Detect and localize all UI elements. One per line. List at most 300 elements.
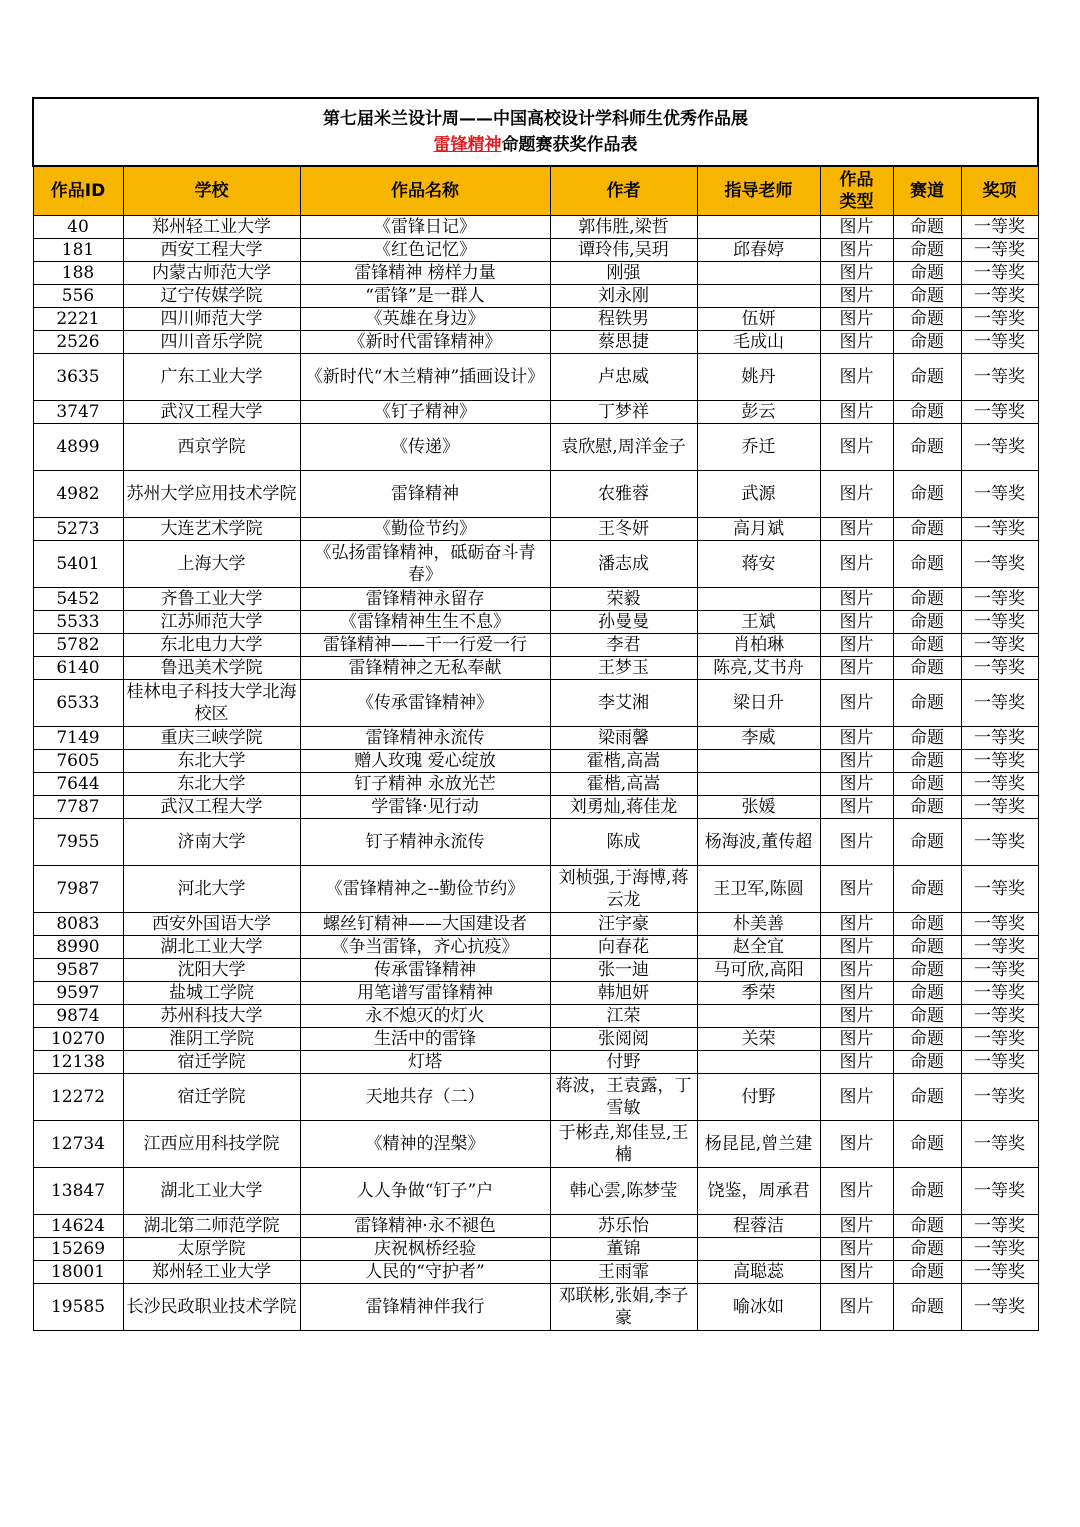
- cell-award: 一等奖: [961, 936, 1038, 959]
- table-row: [33, 959, 1038, 982]
- cell-track: 命题: [893, 819, 961, 866]
- table-row: [33, 401, 1038, 424]
- table-row: [33, 262, 1038, 285]
- cell-school: 广东工业大学: [123, 354, 300, 401]
- cell-school: 湖北工业大学: [123, 1168, 300, 1215]
- cell-track: 命题: [893, 1074, 961, 1121]
- table-row: [33, 1284, 1038, 1331]
- cell-work-type: 图片: [820, 611, 893, 634]
- header-id: 作品ID: [33, 166, 123, 216]
- cell-award: 一等奖: [961, 727, 1038, 750]
- cell-author: 苏乐怡: [550, 1215, 697, 1238]
- cell-id: 19585: [33, 1284, 123, 1331]
- cell-id: 3635: [33, 354, 123, 401]
- cell-school: 四川音乐学院: [123, 331, 300, 354]
- cell-work-type: 图片: [820, 657, 893, 680]
- title-line-1: 第七届米兰设计周——中国高校设计学科师生优秀作品展: [323, 109, 748, 129]
- cell-id: 7149: [33, 727, 123, 750]
- cell-work-type: 图片: [820, 285, 893, 308]
- cell-work-type: 图片: [820, 750, 893, 773]
- cell-author: 付野: [550, 1051, 697, 1074]
- cell-work-type: 图片: [820, 1051, 893, 1074]
- cell-work-type: 图片: [820, 680, 893, 727]
- cell-track: 命题: [893, 285, 961, 308]
- cell-track: 命题: [893, 1261, 961, 1284]
- cell-id: 6140: [33, 657, 123, 680]
- table-row: [33, 285, 1038, 308]
- cell-track: 命题: [893, 773, 961, 796]
- table-row: [33, 1238, 1038, 1261]
- cell-work-name: 雷锋精神之无私奉献: [300, 657, 550, 680]
- table-row: [33, 796, 1038, 819]
- cell-school: 江西应用科技学院: [123, 1121, 300, 1168]
- cell-award: 一等奖: [961, 913, 1038, 936]
- cell-award: 一等奖: [961, 959, 1038, 982]
- cell-school: 鲁迅美术学院: [123, 657, 300, 680]
- cell-school: 盐城工学院: [123, 982, 300, 1005]
- cell-id: 18001: [33, 1261, 123, 1284]
- cell-track: 命题: [893, 216, 961, 239]
- cell-award: 一等奖: [961, 1168, 1038, 1215]
- table-row: [33, 308, 1038, 331]
- cell-work-type: 图片: [820, 239, 893, 262]
- cell-advisor: 高聪蕊: [697, 1261, 820, 1284]
- cell-award: 一等奖: [961, 1005, 1038, 1028]
- cell-id: 7787: [33, 796, 123, 819]
- cell-award: 一等奖: [961, 424, 1038, 471]
- cell-author: 谭玲伟,吴玥: [550, 239, 697, 262]
- header-row: [33, 166, 1038, 216]
- cell-advisor: 王卫军,陈圆: [697, 866, 820, 913]
- cell-advisor: 姚丹: [697, 354, 820, 401]
- cell-advisor: 武源: [697, 471, 820, 518]
- cell-advisor: [697, 285, 820, 308]
- cell-work-name: 《雷锋日记》: [300, 216, 550, 239]
- header-advisor: 指导老师: [697, 166, 820, 216]
- cell-work-name: 螺丝钉精神——大国建设者: [300, 913, 550, 936]
- cell-school: 郑州轻工业大学: [123, 216, 300, 239]
- cell-track: 命题: [893, 262, 961, 285]
- cell-work-type: 图片: [820, 1074, 893, 1121]
- cell-work-type: 图片: [820, 1005, 893, 1028]
- cell-id: 2526: [33, 331, 123, 354]
- cell-work-type: 图片: [820, 819, 893, 866]
- cell-award: 一等奖: [961, 1074, 1038, 1121]
- cell-author: 刘勇灿,蒋佳龙: [550, 796, 697, 819]
- cell-track: 命题: [893, 936, 961, 959]
- cell-award: 一等奖: [961, 541, 1038, 588]
- cell-track: 命题: [893, 611, 961, 634]
- cell-work-name: 灯塔: [300, 1051, 550, 1074]
- cell-author: 张阅阅: [550, 1028, 697, 1051]
- cell-school: 东北大学: [123, 773, 300, 796]
- cell-advisor: [697, 262, 820, 285]
- cell-work-type: 图片: [820, 773, 893, 796]
- cell-work-type: 图片: [820, 1121, 893, 1168]
- cell-award: 一等奖: [961, 634, 1038, 657]
- cell-school: 内蒙古师范大学: [123, 262, 300, 285]
- cell-author: 董锦: [550, 1238, 697, 1261]
- cell-work-name: “雷锋”是一群人: [300, 285, 550, 308]
- title-line-2: [36, 132, 1035, 158]
- cell-work-name: 雷锋精神: [300, 471, 550, 518]
- cell-award: 一等奖: [961, 285, 1038, 308]
- cell-advisor: 邱春婷: [697, 239, 820, 262]
- cell-award: 一等奖: [961, 611, 1038, 634]
- cell-author: 刘桢强,于海博,蒋云龙: [550, 866, 697, 913]
- cell-award: 一等奖: [961, 680, 1038, 727]
- cell-award: 一等奖: [961, 401, 1038, 424]
- table-row: [33, 1005, 1038, 1028]
- cell-advisor: [697, 1238, 820, 1261]
- cell-advisor: 梁日升: [697, 680, 820, 727]
- cell-work-name: 学雷锋·见行动: [300, 796, 550, 819]
- cell-id: 7955: [33, 819, 123, 866]
- table-row: [33, 1051, 1038, 1074]
- cell-id: 15269: [33, 1238, 123, 1261]
- cell-work-name: 《钉子精神》: [300, 401, 550, 424]
- cell-work-name: 《弘扬雷锋精神，砥砺奋斗青春》: [300, 541, 550, 588]
- cell-award: 一等奖: [961, 588, 1038, 611]
- cell-advisor: 陈亮,艾书舟: [697, 657, 820, 680]
- cell-track: 命题: [893, 308, 961, 331]
- cell-track: 命题: [893, 1168, 961, 1215]
- cell-work-name: 《精神的涅槃》: [300, 1121, 550, 1168]
- header-author: 作者: [550, 166, 697, 216]
- cell-id: 7987: [33, 866, 123, 913]
- cell-advisor: 高月斌: [697, 518, 820, 541]
- cell-work-name: 人人争做“钉子”户: [300, 1168, 550, 1215]
- cell-work-name: 庆祝枫桥经验: [300, 1238, 550, 1261]
- cell-award: 一等奖: [961, 1238, 1038, 1261]
- table-row: [33, 1168, 1038, 1215]
- cell-advisor: 张媛: [697, 796, 820, 819]
- table-row: [33, 331, 1038, 354]
- cell-track: 命题: [893, 796, 961, 819]
- cell-author: 陈成: [550, 819, 697, 866]
- cell-work-type: 图片: [820, 936, 893, 959]
- cell-id: 5452: [33, 588, 123, 611]
- cell-id: 9874: [33, 1005, 123, 1028]
- cell-id: 40: [33, 216, 123, 239]
- cell-work-name: 生活中的雷锋: [300, 1028, 550, 1051]
- cell-work-type: 图片: [820, 1284, 893, 1331]
- cell-id: 14624: [33, 1215, 123, 1238]
- cell-work-type: 图片: [820, 354, 893, 401]
- table-row: [33, 588, 1038, 611]
- table-row: [33, 727, 1038, 750]
- table-row: [33, 634, 1038, 657]
- cell-school: 武汉工程大学: [123, 401, 300, 424]
- cell-school: 湖北工业大学: [123, 936, 300, 959]
- cell-track: 命题: [893, 354, 961, 401]
- cell-work-name: 传承雷锋精神: [300, 959, 550, 982]
- cell-track: 命题: [893, 866, 961, 913]
- cell-work-type: 图片: [820, 866, 893, 913]
- cell-award: 一等奖: [961, 1051, 1038, 1074]
- cell-id: 188: [33, 262, 123, 285]
- cell-advisor: 蒋安: [697, 541, 820, 588]
- cell-track: 命题: [893, 471, 961, 518]
- table-row: [33, 216, 1038, 239]
- table-row: [33, 936, 1038, 959]
- cell-work-name: 雷锋精神 榜样力量: [300, 262, 550, 285]
- cell-advisor: 马可欣,高阳: [697, 959, 820, 982]
- cell-school: 东北电力大学: [123, 634, 300, 657]
- cell-work-name: 用笔谱写雷锋精神: [300, 982, 550, 1005]
- cell-advisor: 季荣: [697, 982, 820, 1005]
- cell-track: 命题: [893, 727, 961, 750]
- cell-author: 王梦玉: [550, 657, 697, 680]
- cell-work-type: 图片: [820, 541, 893, 588]
- cell-author: 荣毅: [550, 588, 697, 611]
- cell-award: 一等奖: [961, 819, 1038, 866]
- cell-track: 命题: [893, 1005, 961, 1028]
- cell-id: 8990: [33, 936, 123, 959]
- cell-work-type: 图片: [820, 588, 893, 611]
- cell-work-name: 《争当雷锋，齐心抗疫》: [300, 936, 550, 959]
- cell-work-type: 图片: [820, 308, 893, 331]
- cell-id: 2221: [33, 308, 123, 331]
- cell-id: 5273: [33, 518, 123, 541]
- table-row: [33, 680, 1038, 727]
- title-line-2-rest: 命题赛获奖作品表: [501, 135, 638, 155]
- cell-track: 命题: [893, 424, 961, 471]
- cell-id: 7605: [33, 750, 123, 773]
- cell-award: 一等奖: [961, 982, 1038, 1005]
- cell-school: 西安工程大学: [123, 239, 300, 262]
- cell-author: 孙曼曼: [550, 611, 697, 634]
- cell-award: 一等奖: [961, 1261, 1038, 1284]
- cell-work-name: 钉子精神永流传: [300, 819, 550, 866]
- table-row: [33, 239, 1038, 262]
- cell-work-type: 图片: [820, 331, 893, 354]
- cell-school: 齐鲁工业大学: [123, 588, 300, 611]
- cell-author: 韩心雲,陈梦莹: [550, 1168, 697, 1215]
- cell-school: 湖北第二师范学院: [123, 1215, 300, 1238]
- cell-track: 命题: [893, 518, 961, 541]
- table-title: [33, 98, 1038, 166]
- cell-school: 苏州大学应用技术学院: [123, 471, 300, 518]
- cell-advisor: 杨海波,董传超: [697, 819, 820, 866]
- cell-author: 王冬妍: [550, 518, 697, 541]
- cell-work-name: 《雷锋精神之--勤俭节约》: [300, 866, 550, 913]
- cell-author: 潘志成: [550, 541, 697, 588]
- cell-school: 淮阴工学院: [123, 1028, 300, 1051]
- cell-author: 江荣: [550, 1005, 697, 1028]
- cell-id: 5401: [33, 541, 123, 588]
- cell-author: 于彬垚,郑佳昱,王楠: [550, 1121, 697, 1168]
- cell-work-name: 《新时代雷锋精神》: [300, 331, 550, 354]
- cell-work-name: 雷锋精神永流传: [300, 727, 550, 750]
- cell-advisor: [697, 750, 820, 773]
- cell-author: 郭伟胜,梁哲: [550, 216, 697, 239]
- table-row: [33, 819, 1038, 866]
- cell-advisor: 杨昆昆,曾兰建: [697, 1121, 820, 1168]
- cell-track: 命题: [893, 913, 961, 936]
- cell-author: 霍楷,高嵩: [550, 773, 697, 796]
- cell-work-name: 《英雄在身边》: [300, 308, 550, 331]
- cell-work-name: 《新时代“木兰精神”插画设计》: [300, 354, 550, 401]
- cell-id: 5782: [33, 634, 123, 657]
- cell-work-name: 《红色记忆》: [300, 239, 550, 262]
- cell-work-type: 图片: [820, 982, 893, 1005]
- cell-school: 辽宁传媒学院: [123, 285, 300, 308]
- cell-track: 命题: [893, 1028, 961, 1051]
- cell-id: 9587: [33, 959, 123, 982]
- cell-advisor: 李威: [697, 727, 820, 750]
- cell-award: 一等奖: [961, 262, 1038, 285]
- cell-track: 命题: [893, 1284, 961, 1331]
- cell-award: 一等奖: [961, 331, 1038, 354]
- cell-advisor: 毛成山: [697, 331, 820, 354]
- cell-school: 宿迁学院: [123, 1074, 300, 1121]
- cell-work-type: 图片: [820, 634, 893, 657]
- cell-author: 蒋波，王袁露，丁雪敏: [550, 1074, 697, 1121]
- cell-work-name: 钉子精神 永放光芒: [300, 773, 550, 796]
- cell-track: 命题: [893, 239, 961, 262]
- cell-work-name: 《勤俭节约》: [300, 518, 550, 541]
- cell-author: 王雨霏: [550, 1261, 697, 1284]
- cell-advisor: [697, 588, 820, 611]
- cell-award: 一等奖: [961, 866, 1038, 913]
- cell-advisor: 朴美善: [697, 913, 820, 936]
- cell-work-name: 雷锋精神·永不褪色: [300, 1215, 550, 1238]
- cell-id: 10270: [33, 1028, 123, 1051]
- cell-id: 12138: [33, 1051, 123, 1074]
- table-row: [33, 424, 1038, 471]
- cell-school: 沈阳大学: [123, 959, 300, 982]
- cell-award: 一等奖: [961, 1284, 1038, 1331]
- cell-advisor: 赵全宜: [697, 936, 820, 959]
- cell-work-name: 天地共存（二）: [300, 1074, 550, 1121]
- cell-id: 9597: [33, 982, 123, 1005]
- cell-school: 大连艺术学院: [123, 518, 300, 541]
- cell-work-name: 《传递》: [300, 424, 550, 471]
- header-work-type: 作品类型: [820, 166, 893, 216]
- cell-school: 郑州轻工业大学: [123, 1261, 300, 1284]
- cell-advisor: [697, 773, 820, 796]
- cell-award: 一等奖: [961, 354, 1038, 401]
- header-school: 学校: [123, 166, 300, 216]
- cell-school: 武汉工程大学: [123, 796, 300, 819]
- cell-author: 韩旭妍: [550, 982, 697, 1005]
- table-row: [33, 657, 1038, 680]
- cell-advisor: 王斌: [697, 611, 820, 634]
- award-table: [32, 97, 1039, 1331]
- cell-track: 命题: [893, 634, 961, 657]
- table-row: [33, 611, 1038, 634]
- cell-track: 命题: [893, 959, 961, 982]
- cell-work-type: 图片: [820, 1028, 893, 1051]
- cell-track: 命题: [893, 331, 961, 354]
- cell-work-type: 图片: [820, 262, 893, 285]
- cell-id: 12272: [33, 1074, 123, 1121]
- cell-work-type: 图片: [820, 1261, 893, 1284]
- cell-id: 8083: [33, 913, 123, 936]
- cell-award: 一等奖: [961, 773, 1038, 796]
- cell-id: 556: [33, 285, 123, 308]
- cell-author: 李艾湘: [550, 680, 697, 727]
- cell-track: 命题: [893, 1051, 961, 1074]
- cell-advisor: 喻冰如: [697, 1284, 820, 1331]
- table-row: [33, 1215, 1038, 1238]
- cell-advisor: 伍妍: [697, 308, 820, 331]
- cell-work-type: 图片: [820, 1238, 893, 1261]
- cell-school: 长沙民政职业技术学院: [123, 1284, 300, 1331]
- cell-author: 霍楷,高嵩: [550, 750, 697, 773]
- cell-work-type: 图片: [820, 1168, 893, 1215]
- table-row: [33, 773, 1038, 796]
- cell-work-type: 图片: [820, 727, 893, 750]
- cell-advisor: [697, 216, 820, 239]
- header-work-name: 作品名称: [300, 166, 550, 216]
- cell-work-type: 图片: [820, 796, 893, 819]
- table-row: [33, 354, 1038, 401]
- cell-advisor: 肖柏琳: [697, 634, 820, 657]
- cell-id: 6533: [33, 680, 123, 727]
- cell-track: 命题: [893, 401, 961, 424]
- header-track: 赛道: [893, 166, 961, 216]
- cell-award: 一等奖: [961, 657, 1038, 680]
- cell-advisor: 程蓉洁: [697, 1215, 820, 1238]
- cell-school: 太原学院: [123, 1238, 300, 1261]
- cell-advisor: 饶鉴，周承君: [697, 1168, 820, 1215]
- cell-award: 一等奖: [961, 1121, 1038, 1168]
- cell-author: 邓联彬,张娟,李子豪: [550, 1284, 697, 1331]
- cell-award: 一等奖: [961, 518, 1038, 541]
- cell-award: 一等奖: [961, 796, 1038, 819]
- cell-advisor: [697, 1051, 820, 1074]
- cell-author: 袁欣慰,周洋金子: [550, 424, 697, 471]
- cell-school: 上海大学: [123, 541, 300, 588]
- cell-work-name: 赠人玫瑰 爱心绽放: [300, 750, 550, 773]
- cell-author: 梁雨馨: [550, 727, 697, 750]
- cell-work-type: 图片: [820, 471, 893, 518]
- cell-track: 命题: [893, 750, 961, 773]
- table-row: [33, 866, 1038, 913]
- cell-work-name: 人民的“守护者”: [300, 1261, 550, 1284]
- cell-id: 3747: [33, 401, 123, 424]
- cell-work-name: 雷锋精神永留存: [300, 588, 550, 611]
- cell-track: 命题: [893, 1215, 961, 1238]
- cell-work-type: 图片: [820, 518, 893, 541]
- table-row: [33, 541, 1038, 588]
- cell-work-name: 《传承雷锋精神》: [300, 680, 550, 727]
- table-row: [33, 1028, 1038, 1051]
- cell-author: 刘永刚: [550, 285, 697, 308]
- cell-author: 李君: [550, 634, 697, 657]
- cell-school: 西京学院: [123, 424, 300, 471]
- cell-author: 卢忠威: [550, 354, 697, 401]
- cell-advisor: [697, 1005, 820, 1028]
- cell-track: 命题: [893, 680, 961, 727]
- table-row: [33, 982, 1038, 1005]
- cell-school: 桂林电子科技大学北海校区: [123, 680, 300, 727]
- cell-work-type: 图片: [820, 959, 893, 982]
- cell-school: 济南大学: [123, 819, 300, 866]
- table-row: [33, 1121, 1038, 1168]
- table-row: [33, 1261, 1038, 1284]
- cell-work-type: 图片: [820, 913, 893, 936]
- cell-advisor: 彭云: [697, 401, 820, 424]
- cell-track: 命题: [893, 1238, 961, 1261]
- cell-school: 宿迁学院: [123, 1051, 300, 1074]
- cell-id: 7644: [33, 773, 123, 796]
- cell-author: 向春花: [550, 936, 697, 959]
- table-row: [33, 1074, 1038, 1121]
- cell-award: 一等奖: [961, 471, 1038, 518]
